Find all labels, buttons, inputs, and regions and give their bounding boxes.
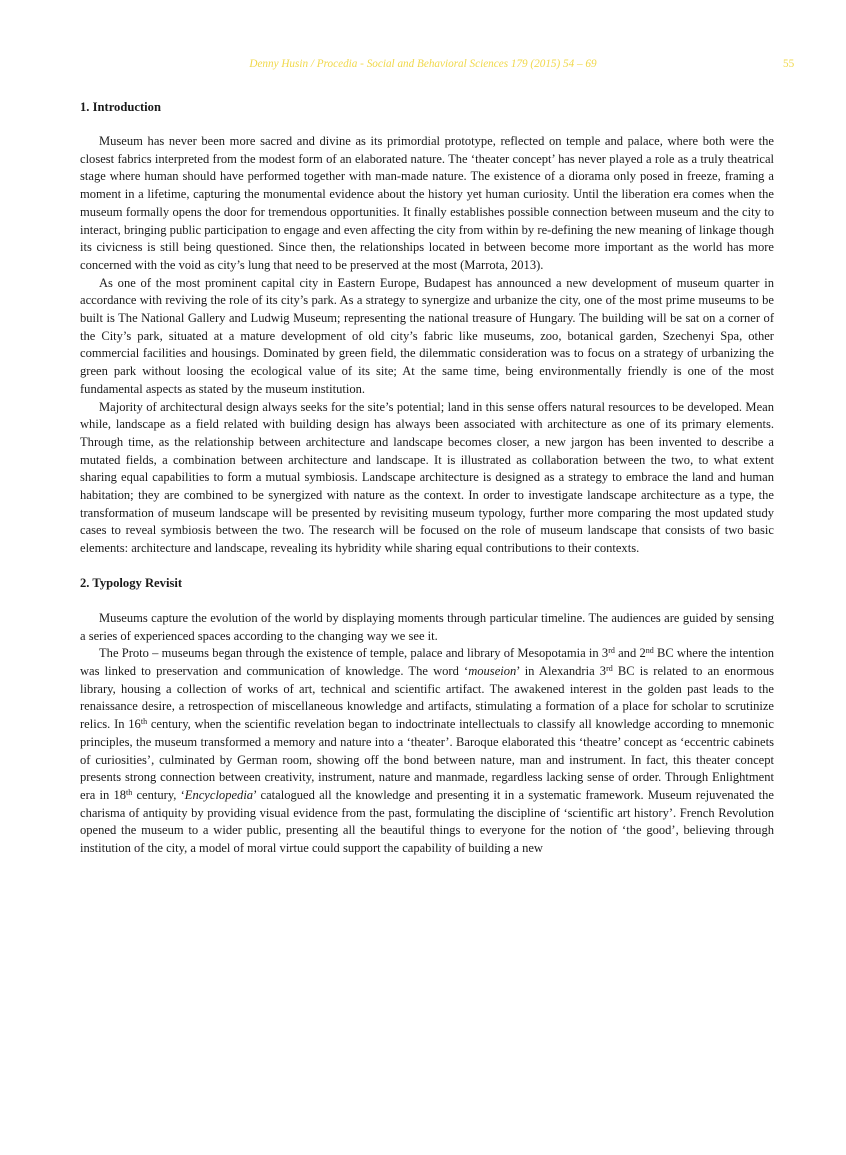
page-number: 55 (783, 58, 795, 70)
section-heading-typology: 2. Typology Revisit (80, 575, 183, 590)
paragraph: The Proto – museums began through the existence of temple, palace and library of Mesopotamia in 3rd and 2nd BC where the intention was linked to preservation and communication of knowledge. The word ‘mouseion’ in Alexandria 3rd BC is related to an enormous library, housing a collection of works of art, technical and scientific artifact. The awakened interest in the golden past leads to the renaissance desire, a retrospection of miscellaneous knowledge and artifacts, stimulating a formation of a place for scholar to scrutinize relics. In 16th century, when the scientific revelation began to indoctrinate intellectuals to classify all knowledge according to mnemonic principles, the museum transformed a memory and nature into a ‘theater’. Baroque elaborated this ‘theatre’ concept as ‘eccentric cabinets of curiosities’, culminated by German room, showing off the bond between nature, man and instrument. In fact, this theater concept presents strong connection between creativity, instrument, nature and manmade, regardless lacking sense of order. Through Enlightment era in 18th century, ‘Encyclopedia’ catalogued all the knowledge and presenting it in a systematic framework. Museum rejuvenated the charisma of antiquity by providing visual evidence from the past, formulating the discipline of ‘scientific art history’. French Revolution opened the museum to a wider public, presenting all the beautiful things to everyone for the notion of ‘the good’, believing through institution of the city, a model of moral virtue could support the capability of building a new (80, 646, 774, 856)
paragraph: As one of the most prominent capital city in Eastern Europe, Budapest has announced a new development of museum quarter in accordance with reviving the role of its city’s park. As a strategy to synergize and urbanize the city, one of the most prime museums to be built is The National Gallery and Ludwig Museum; representing the national treasure of Hungary. The building will be sat on a corner of the City’s park, situated at a mature development of old city’s fabric like museums, zoo, botanical garden, Szechenyi Spa, other commercial facilities and housings. Dominated by green field, the dilemmatic consideration was to focus on a strategy of urbanizing the green park without loosing the ecological value of its site; At the same time, being environmentally friendly is one of the most fundamental aspects as stated by the museum institution. (80, 275, 774, 396)
paragraph: Museums capture the evolution of the world by displaying moments through particular timeline. The audiences are guided by sensing a series of experienced spaces according to the changing way we see it. (80, 610, 774, 643)
section-heading-introduction: 1. Introduction (80, 100, 161, 114)
paragraph: Majority of architectural design always seeks for the site’s potential; land in this sense offers natural resources to be developed. Mean while, landscape as a field related with building design has always been associated with architecture as one of its primary elements. Through time, as the relationship between architecture and landscape becomes closer, a new jargon has been invented to describe a mutated fields, a combination between architecture and landscape. It is illustrated as collaboration between the two, to what extent sharing equal capabilities to form a mutual symbiosis. Landscape architecture is designed as a strategy to embrace the land and human habitation; they are combined to be synergized with nature as the context. In order to investigate landscape architecture as a type, the transformation of museum landscape will be presented by revisiting museum typology, further more comparing the most updated study cases to reveal symbiosis between the two. The research will be focused on the role of museum landscape that consists of two basic elements: architecture and landscape, revealing its hybridity while sharing equal contributions to their contexts. (80, 399, 774, 556)
paragraph: Museum has never been more sacred and divine as its primordial prototype, reflected on temple and palace, where both were the closest fabrics interpreted from the modest form of an elaborated nature. The ‘theater concept’ has never played a role as a truly theatrical stage where human should have performed together with man-made nature. The existence of a diorama only posed in freeze, framing a moment in a lifetime, capturing the monumental evidence about the history yet human curiosity. Until the liberation era comes when the museum formally opens the door for tremendous opportunities. It finally establishes possible connection between museum and the city to interact, bringing public participation to engage and even affecting the city from within by re-defining the new meaning of linkage though its civicness is still being questioned. Since then, the relationships located in between become more important as the world has more concerned with the void as city’s lung that need to be preserved at the most (Marrota, 2013). (80, 134, 774, 272)
article-body (80, 98, 774, 858)
journal-citation: Denny Husin / Procedia - Social and Behavioral Sciences 179 (2015) 54 – 69 (249, 58, 597, 70)
